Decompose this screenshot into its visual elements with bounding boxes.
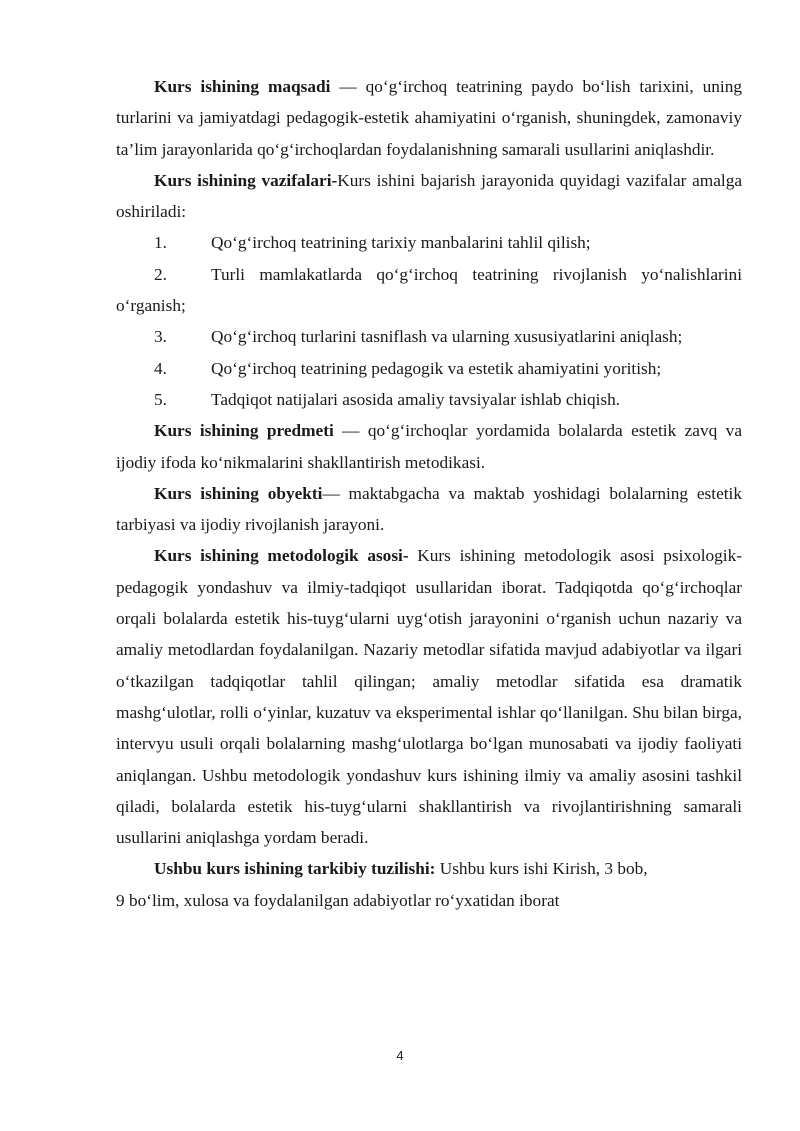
task-number: 3. xyxy=(154,327,167,347)
paragraph-tuzilishi xyxy=(116,853,742,916)
task-number: 2. xyxy=(154,264,167,284)
heading-predmeti: Kurs ishining predmeti xyxy=(154,421,334,441)
paragraph-maqsadi xyxy=(116,71,742,165)
page-number: 4 xyxy=(396,1048,404,1063)
task-number: 5. xyxy=(154,389,167,409)
task-text: Tadqiqot natijalari asosida amaliy tavsiyalar ishlab chiqish. xyxy=(211,389,621,409)
text-tuzilishi-line1: Ushbu kurs ishi Kirish, 3 bob, xyxy=(435,859,648,879)
paragraph-predmeti xyxy=(116,415,742,478)
task-item-5 xyxy=(116,384,742,415)
text-metodologik: Kurs ishining metodologik asosi psixologik-pedagogik yondashuv va ilmiy-tadqiqot usullaridan iborat. Tadqiqotda qo‘g‘irchoqlar orqali bolalarda estetik his-tuyg‘ularni uyg‘otish jarayonini o‘rganish uchun nazariy va amaliy metodlardan foydalanilgan. Nazariy metodlar sifatida mavjud adabiyotlar va ilgari o‘tkazilgan tadqiqotlar tahlil qilingan; amaliy metodlar sifatida esa dramatik mashg‘ulotlar, rolli o‘yinlar, kuzatuv va eksperimental ishlar qo‘llanilgan. Shu bilan birga, intervyu usuli orqali bolalarning mashg‘ulotlarga bo‘lgan munosabati va ijodiy faoliyati aniqlangan. Ushbu metodologik yondashuv kurs ishining ilmiy va amaliy asosini tashkil qiladi, bolalarda estetik his-tuyg‘ularni shakllantirish va rivojlantirishning samarali usullarini aniqlashga yordam beradi. xyxy=(116,546,742,848)
paragraph-vazifalari xyxy=(116,165,742,228)
task-text: Qo‘g‘irchoq teatrining pedagogik va estetik ahamiyatini yoritish; xyxy=(211,358,662,378)
heading-tuzilishi: Ushbu kurs ishining tarkibiy tuzilishi: xyxy=(154,859,436,879)
text-tuzilishi-line2: 9 bo‘lim, xulosa va foydalanilgan adabiyotlar ro‘yxatidan iborat xyxy=(116,890,560,910)
heading-maqsadi: Kurs ishining maqsadi xyxy=(154,77,331,96)
task-text: Qo‘g‘irchoq turlarini tasniflash va ularning xususiyatlarini aniqlash; xyxy=(211,327,683,347)
task-item-3 xyxy=(116,321,742,352)
task-number: 4. xyxy=(154,358,167,378)
task-text: Qo‘g‘irchoq teatrining tarixiy manbalarini tahlil qilish; xyxy=(211,233,591,253)
document-body xyxy=(116,71,742,916)
text-maqsadi: — qo‘g‘irchoq teatrining paydo bo‘lish tarixini, uning turlarini va jamiyatdagi pedagogik-estetik ahamiyatini o‘rganish, shuningdek, zamonaviy ta’lim jarayonlarida qo‘g‘irchoqlardan foydalanishning samarali usullarini aniqlashdir. xyxy=(116,77,742,159)
heading-vazifalari: Kurs ishining vazifalari- xyxy=(154,170,338,190)
task-text: Turli mamlakatlarda qo‘g‘irchoq teatrining rivojlanish yo‘nalishlarini o‘rganish; xyxy=(116,264,742,316)
task-item-4 xyxy=(116,353,742,384)
text-predmeti: — qo‘g‘irchoqlar yordamida bolalarda estetik zavq va ijodiy ifoda ko‘nikmalarini shakllantirish metodikasi. xyxy=(116,421,742,472)
task-item-2 xyxy=(116,259,742,322)
heading-metodologik: Kurs ishining metodologik asosi- xyxy=(154,546,409,566)
paragraph-metodologik xyxy=(116,540,742,853)
text-obyekti: — maktabgacha va maktab yoshidagi bolalarning estetik tarbiyasi va ijodiy rivojlanish jarayoni. xyxy=(116,483,742,535)
task-number: 1. xyxy=(154,233,167,253)
heading-obyekti: Kurs ishining obyekti xyxy=(154,483,323,503)
text-vazifalari: Kurs ishini bajarish jarayonida quyidagi vazifalar amalga oshiriladi: xyxy=(116,170,743,222)
paragraph-obyekti xyxy=(116,478,742,541)
task-item-1 xyxy=(116,227,742,258)
